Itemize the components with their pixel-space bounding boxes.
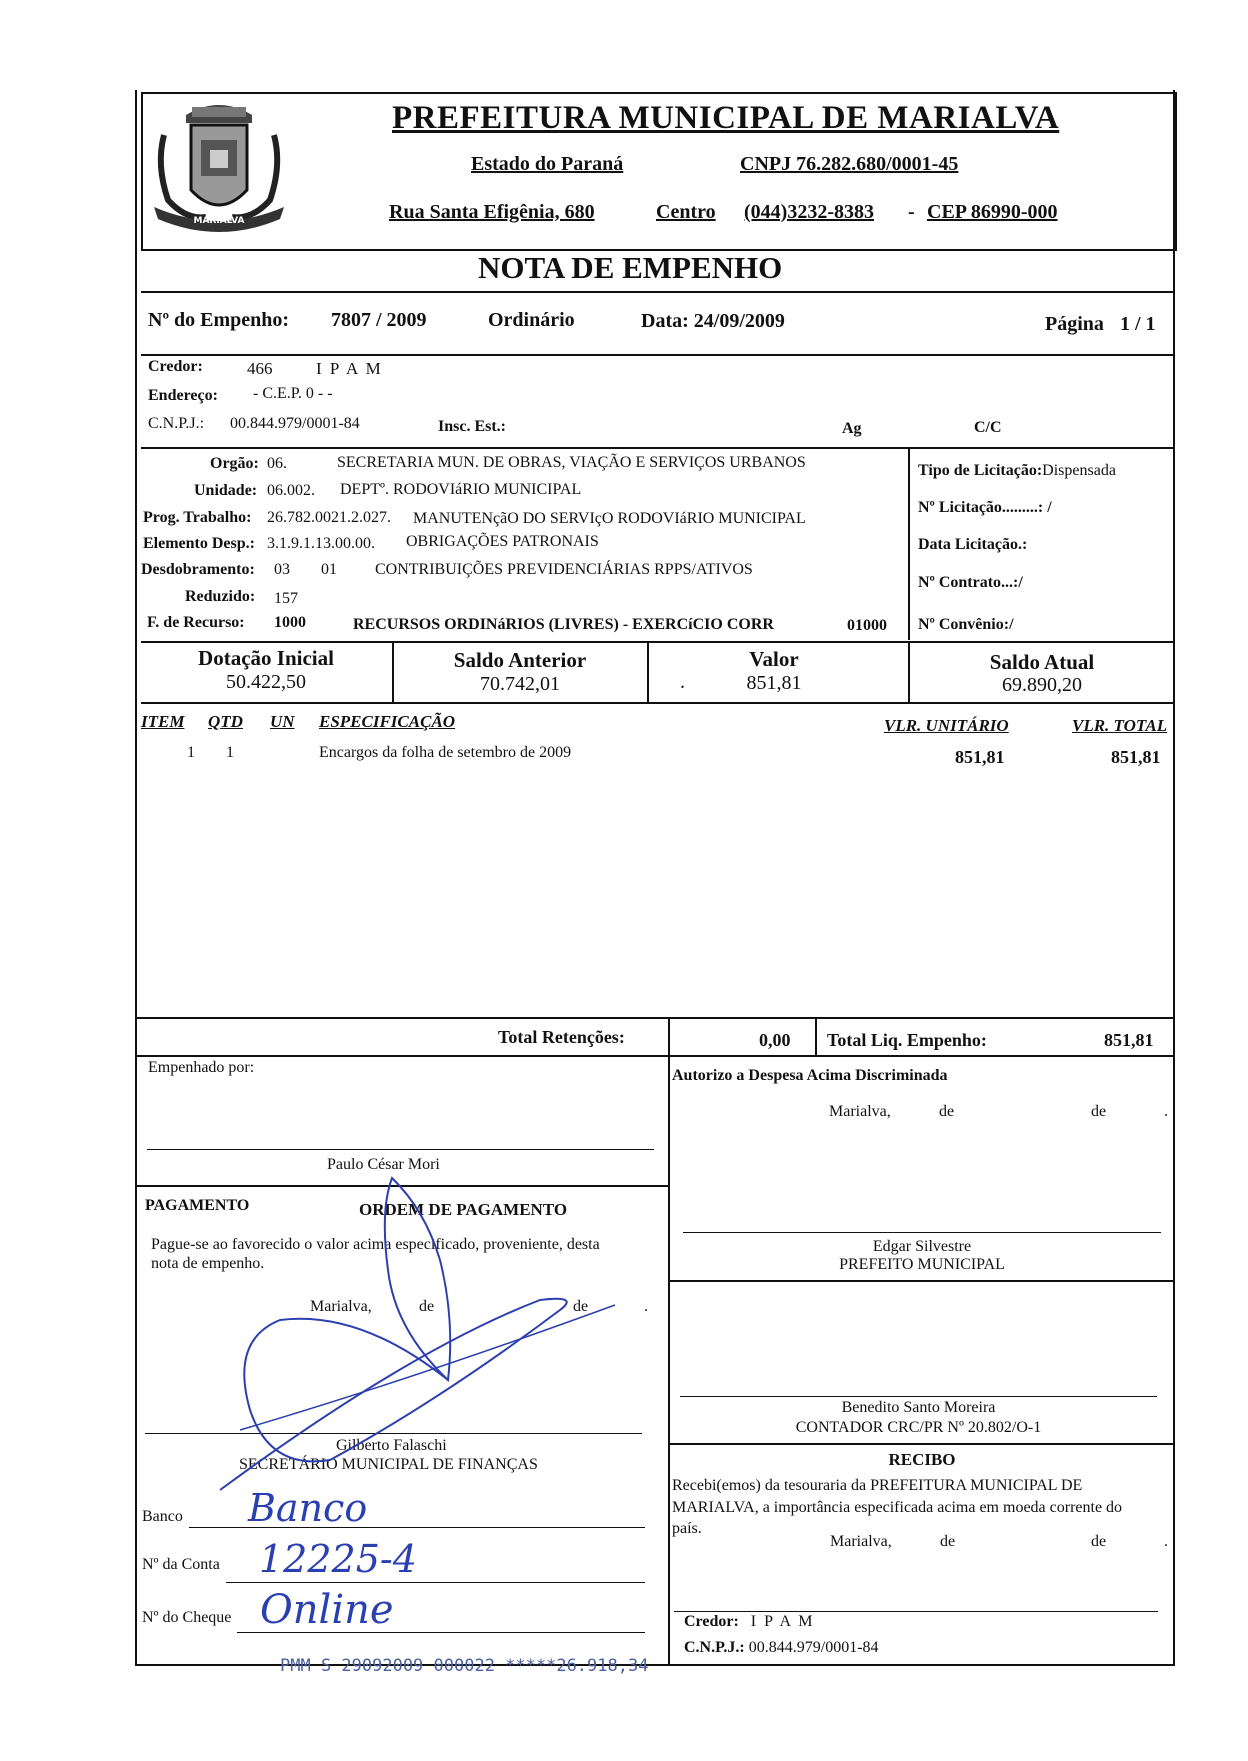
fonte-label: F. de Recurso:	[147, 614, 245, 631]
desdobramento-code-2: 01	[321, 561, 337, 578]
contrato-number: Nº Contrato...:/	[918, 574, 1023, 591]
divider	[135, 1017, 1175, 1019]
col-vlr-unitario: VLR. UNITÁRIO	[884, 716, 1009, 735]
divider	[815, 1018, 817, 1055]
col-item: ITEM	[141, 712, 185, 731]
tipo-licitacao	[918, 462, 1116, 480]
cheque-label: Nº do Cheque	[142, 1609, 232, 1626]
saldo-anterior-value: 70.742,01	[480, 673, 560, 695]
orgao-desc: SECRETARIA MUN. DE OBRAS, VIAÇÃO E SERVIÇOS URBANOS	[337, 454, 806, 471]
pagamento-label: PAGAMENTO	[145, 1197, 250, 1214]
conta-line	[226, 1582, 645, 1583]
ag-label: Ag	[842, 420, 862, 437]
unidade-desc: DEPTº. RODOVIáRIO MUNICIPAL	[340, 481, 582, 498]
recibo-credor-value: I P A M	[750, 1613, 815, 1630]
divider	[141, 641, 1175, 643]
credor-label: Credor:	[148, 358, 203, 375]
contador-role: CONTADOR CRC/PR Nº 20.802/O-1	[795, 1419, 1042, 1436]
row-qtd: 1	[226, 744, 234, 761]
dotacao-label: Dotação Inicial	[198, 646, 334, 670]
autorizo-label: Autorizo a Despesa Acima Discriminada	[672, 1067, 948, 1084]
pagamento-text-1: Pague-se ao favorecido o valor acima especificado, proveniente, desta	[151, 1236, 600, 1253]
total-liquido-value: 851,81	[1104, 1030, 1154, 1050]
conta-value: 12225-4	[259, 1537, 417, 1581]
divider	[141, 354, 1175, 356]
credor-name: I P A M	[316, 359, 383, 378]
banco-label: Banco	[142, 1508, 183, 1525]
unidade-code: 06.002.	[267, 482, 315, 499]
desdobramento-desc: CONTRIBUIÇÕES PREVIDENCIÁRIAS RPPS/ATIVOS	[375, 561, 753, 578]
empenho-type: Ordinário	[488, 309, 575, 331]
recibo-text-1: Recebi(emos) da tesouraria da PREFEITURA MUNICIPAL DE	[672, 1477, 1083, 1494]
orgao-label: Orgão:	[210, 455, 259, 472]
empenho-label: Nº do Empenho:	[148, 309, 290, 331]
prefeito-signer: Edgar Silvestre	[872, 1238, 972, 1255]
divider	[669, 1280, 1175, 1282]
elemento-desc: OBRIGAÇÕES PATRONAIS	[406, 533, 599, 550]
divider	[141, 291, 1175, 293]
recibo-text-3: país.	[672, 1520, 702, 1537]
autorizo-city: Marialva,	[829, 1103, 891, 1120]
pagamento-de-1: de	[419, 1298, 435, 1315]
endereco-value: - C.E.P. 0 - -	[253, 385, 333, 402]
secretario-role: SECRETÁRIO MUNICIPAL DE FINANÇAS	[239, 1456, 538, 1473]
empenhado-label: Empenhado por:	[148, 1059, 255, 1076]
banco-value: Banco	[248, 1486, 368, 1530]
valor-value: 851,81	[746, 672, 802, 694]
conta-label: Nº da Conta	[142, 1556, 220, 1573]
saldo-atual-label: Saldo Atual	[989, 650, 1095, 674]
handwritten-signature	[210, 1170, 630, 1500]
logo-text: MARIALVA	[193, 216, 245, 226]
signature-line	[683, 1232, 1161, 1233]
row-unit-value: 851,81	[955, 747, 1005, 767]
unidade-label: Unidade:	[194, 482, 258, 499]
recibo-city: Marialva,	[830, 1533, 892, 1550]
empenhado-signer: Paulo César Mori	[327, 1156, 440, 1173]
divider	[141, 447, 1175, 449]
valor-label: Valor	[749, 647, 799, 671]
elemento-code: 3.1.9.1.13.00.00.	[267, 535, 375, 552]
reduzido-value: 157	[274, 590, 298, 607]
reduzido-label: Reduzido:	[185, 588, 256, 605]
divider	[908, 448, 910, 640]
retencoes-label: Total Retenções:	[498, 1027, 625, 1047]
recibo-cnpj-value: 00.844.979/0001-84	[748, 1639, 879, 1656]
header-district: Centro	[656, 201, 716, 223]
desdobramento-label: Desdobramento:	[141, 561, 255, 578]
col-especificacao: ESPECIFICAÇÃO	[319, 712, 456, 731]
signature-line	[147, 1149, 654, 1150]
prefeito-role: PREFEITO MUNICIPAL	[839, 1256, 1005, 1273]
recibo-credor	[684, 1613, 814, 1631]
col-vlr-total: VLR. TOTAL	[1072, 716, 1168, 735]
licitacao-date: Data Licitação.:	[918, 536, 1028, 553]
fonte-desc: RECURSOS ORDINáRIOS (LIVRES) - EXERCíCIO CORR	[353, 616, 774, 633]
prog-label: Prog. Trabalho:	[143, 509, 252, 526]
divider	[669, 1443, 1175, 1445]
elemento-label: Elemento Desp.:	[143, 535, 255, 552]
coat-of-arms-logo	[146, 95, 292, 240]
header-cep: CEP 86990-000	[927, 201, 1058, 223]
valor-dot: .	[680, 671, 685, 693]
pagamento-dot: .	[644, 1298, 648, 1315]
autorizo-de-2: de	[1091, 1103, 1107, 1120]
col-qtd: QTD	[208, 712, 243, 731]
prog-code: 26.782.0021.2.027.	[267, 509, 391, 526]
recibo-text-2: MARIALVA, a importância especificada acima em moeda corrente do	[672, 1499, 1123, 1516]
recibo-dot: .	[1164, 1533, 1168, 1550]
fonte-code-2: 01000	[847, 617, 887, 634]
header-dash: -	[908, 201, 915, 223]
ordem-pagamento-title: ORDEM DE PAGAMENTO	[359, 1200, 568, 1219]
cnpj-label: C.N.P.J.:	[148, 415, 205, 432]
divider	[141, 702, 1175, 704]
signature-line	[674, 1611, 1158, 1612]
cc-label: C/C	[974, 419, 1002, 436]
autorizo-de-1: de	[939, 1103, 955, 1120]
divider	[135, 1055, 1175, 1057]
insc-label: Insc. Est.:	[438, 418, 507, 435]
bank-stamp: PMM S 29092009 000022 *****26.918,34	[280, 1656, 649, 1676]
row-item: 1	[187, 744, 195, 761]
credor-code: 466	[247, 359, 273, 378]
retencoes-value: 0,00	[759, 1030, 791, 1050]
contador-signer: Benedito Santo Moreira	[841, 1399, 996, 1416]
secretario-signer: Gilberto Falaschi	[336, 1437, 447, 1454]
recibo-de-1: de	[940, 1533, 956, 1550]
fonte-code: 1000	[274, 614, 306, 631]
divider	[668, 1018, 670, 1664]
pagamento-city: Marialva,	[310, 1298, 372, 1315]
autorizo-dot: .	[1164, 1103, 1168, 1120]
orgao-code: 06.	[267, 455, 287, 472]
col-un: UN	[270, 712, 295, 731]
recibo-credor-label: Credor:	[684, 1613, 739, 1630]
total-liquido-label: Total Liq. Empenho:	[827, 1030, 987, 1050]
saldo-atual-value: 69.890,20	[1002, 674, 1082, 696]
desdobramento-code-1: 03	[274, 561, 290, 578]
page-label: Página	[1045, 313, 1104, 335]
endereco-label: Endereço:	[148, 387, 218, 404]
document-title: NOTA DE EMPENHO	[478, 250, 783, 285]
pagamento-text-2: nota de empenho.	[151, 1255, 265, 1272]
row-total-value: 851,81	[1111, 747, 1161, 767]
signature-line	[680, 1396, 1157, 1397]
page-number: 1 / 1	[1120, 313, 1156, 335]
saldo-anterior-label: Saldo Anterior	[453, 648, 587, 672]
header-cnpj: CNPJ 76.282.680/0001-45	[740, 153, 959, 175]
convenio-number: Nº Convênio:/	[918, 616, 1014, 633]
recibo-de-2: de	[1091, 1533, 1107, 1550]
licitacao-number: Nº Licitação.........: /	[918, 499, 1052, 516]
recibo-cnpj	[684, 1639, 879, 1657]
recibo-title: RECIBO	[888, 1450, 956, 1469]
tipo-licitacao-value: Dispensada	[1042, 462, 1116, 479]
row-spec: Encargos da folha de setembro de 2009	[319, 744, 572, 761]
prog-desc: MANUTENçãO DO SERVIçO RODOVIáRIO MUNICIPAL	[413, 510, 806, 527]
cheque-value: Online	[260, 1587, 394, 1633]
pagamento-de-2: de	[573, 1298, 589, 1315]
header-phone: (044)3232-8383	[744, 201, 874, 223]
header-state: Estado do Paraná	[471, 153, 624, 175]
header-title: PREFEITURA MUNICIPAL DE MARIALVA	[392, 100, 1060, 136]
empenho-date: Data: 24/09/2009	[641, 310, 785, 332]
cnpj-value: 00.844.979/0001-84	[230, 415, 360, 432]
header-address: Rua Santa Efigênia, 680	[389, 201, 595, 223]
recibo-cnpj-label: C.N.P.J.:	[684, 1639, 745, 1656]
tipo-licitacao-label: Tipo de Licitação:	[918, 462, 1043, 479]
dotacao-value: 50.422,50	[226, 671, 306, 693]
empenho-number: 7807 / 2009	[331, 309, 427, 331]
